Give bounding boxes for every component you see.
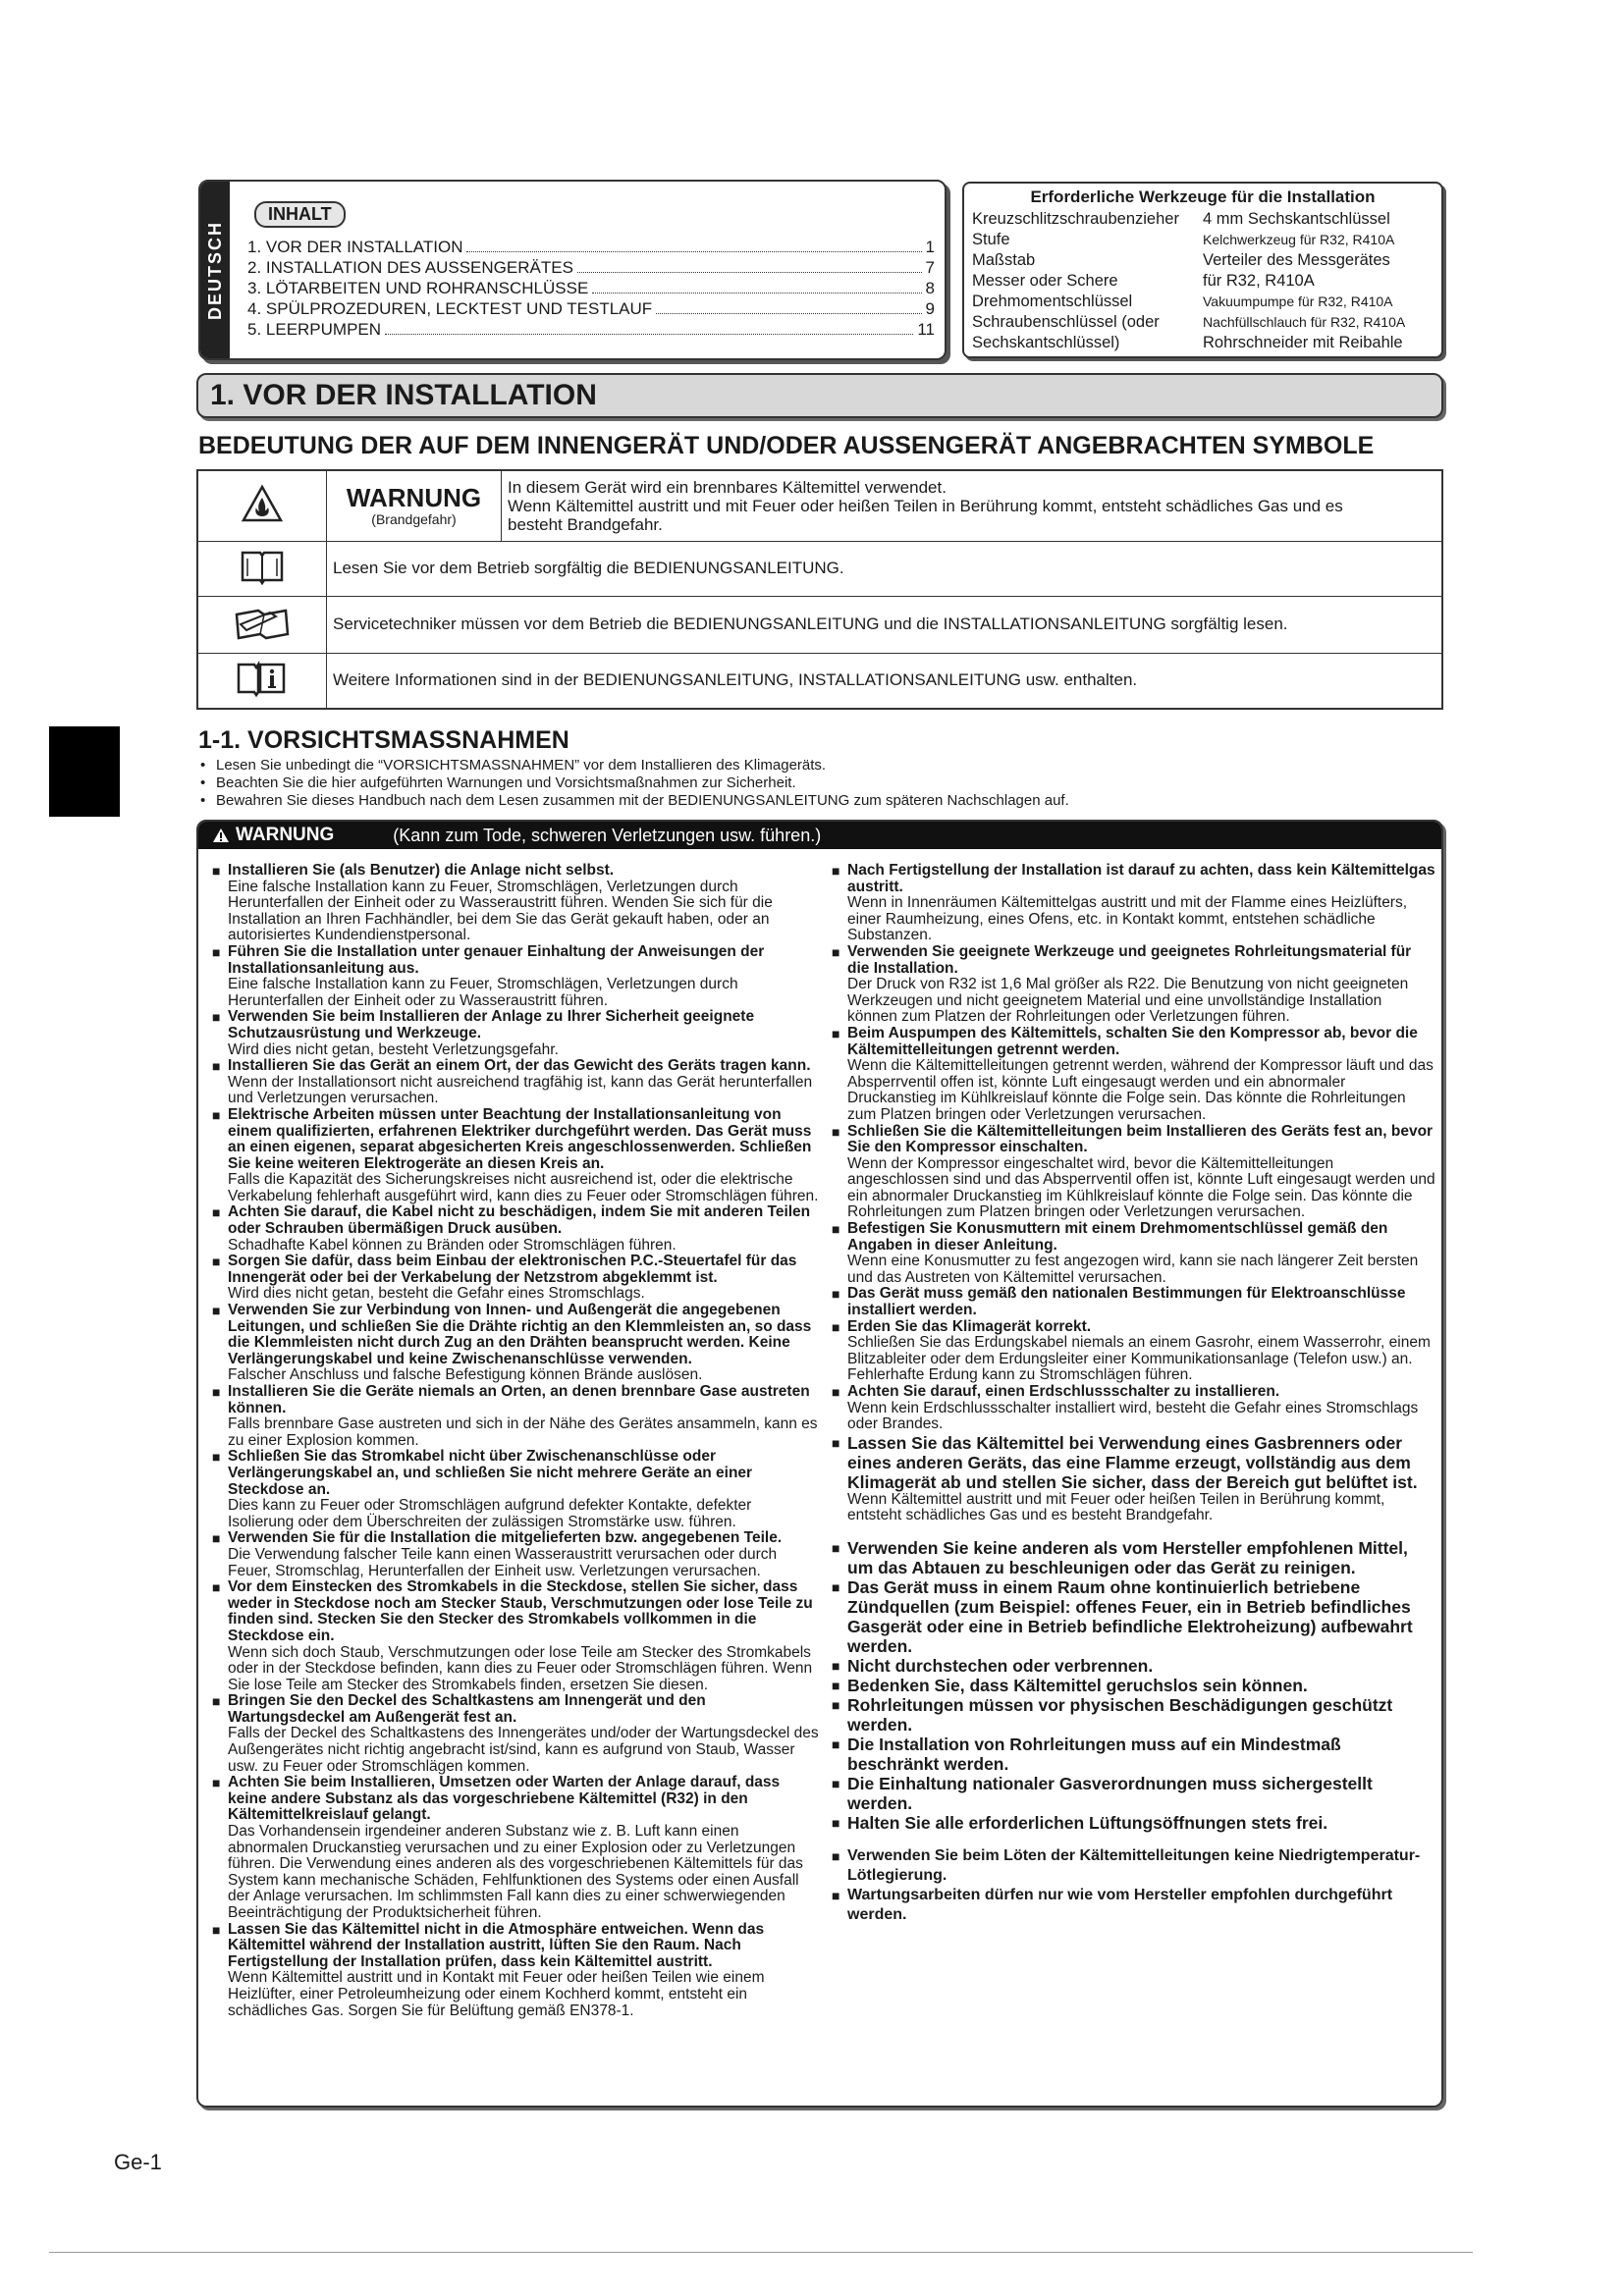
tool-item: Maßstab [972, 251, 1036, 269]
warning-item: ■ Installieren Sie das Gerät an einem Ort, der das Gewicht des Geräts tragen kann. Wenn der Installationsort nicht ausreichend tragfähig ist, kann das Gerät herunterfallen und Verletzungen verursachen. [212, 1058, 821, 1107]
tool-item: Nachfüllschlauch für R32, R410A [1203, 314, 1406, 330]
symbols-heading: BEDEUTUNG DER AUF DEM INNENGERÄT UND/ODER AUSSENGERÄT ANGEBRACHTEN SYMBOLE [198, 432, 1375, 459]
page-marker [49, 726, 120, 817]
warning-item: ■ Bringen Sie den Deckel des Schaltkastens am Innengerät und den Wartungsdeckel am Außengerät fest an. Falls der Deckel des Schaltkastens des Innengerätes und/oder der Wartungsdeckel des Außengerätes nicht richtig angebracht ist/sind, kann es aufgrund von Staub, Wasser usw. zu Feuer oder Stromschlägen kommen. [212, 1693, 821, 1775]
warning-item: ■ Lassen Sie das Kältemittel bei Verwendung eines Gasbrenners oder eines anderen Geräts, das eine Flamme erzeugt, vollständig aus dem Klimagerät ab und stellen Sie sicher, dass der Bereich gut belüftet ist. Wenn Kältemittel austritt und mit Feuer oder heißen Teilen in Berührung kommt, entsteht schädliches Gas und es besteht Brandgefahr. [832, 1433, 1435, 1524]
warning-item: ■ Erden Sie das Klimagerät korrekt. Schließen Sie das Erdungskabel niemals an einem Gasrohr, einem Wasserrohr, einem Blitzableiter oder dem Erdungsleiter einer Kommunikationsanlage (Telefon usw.) an. Fehlerhafte Erdung kann zu Stromschlägen führen. [832, 1319, 1435, 1384]
warning-item: ■ Beim Auspumpen des Kältemittels, schalten Sie den Kompressor ab, bevor die Kältemittelleitungen getrennt werden. Wenn die Kältemittelleitungen getrennt werden, während der Kompressor läuft und das Absperrventil offen ist, könnte Luft eingesaugt werden und ein abnormaler Druckanstieg im Kühlkreislauf könnte die Folge sein. Das könnte die Rohrleitungen zum Platzen bringen oder Verletzungen verursachen. [832, 1026, 1435, 1124]
tool-item: Drehmomentschlüssel [972, 293, 1133, 310]
symbol-row-warning [197, 470, 1442, 541]
warning-item: ■ Nach Fertigstellung der Installation ist darauf zu achten, dass kein Kältemittelgas austritt. Wenn in Innenräumen Kältemittelgas austritt und mit der Flamme eines Heizlüfters, einer Raumheizung, eines Ofens, etc. in Kontakt kommt, entstehen schädliche Substanzen. [832, 863, 1435, 944]
language-tab [200, 182, 230, 358]
warning-item: ■ Schließen Sie das Stromkabel nicht über Zwischenanschlüsse oder Verlängerungskabel an, und schließen Sie nicht mehrere Geräte an einer Steckdose an. Dies kann zu Feuer oder Stromschlägen aufgrund defekter Kontakte, defekter Isolierung oder dem Überschreiten der zulässigen Stromstärke usw. führen. [212, 1449, 821, 1530]
warning-bar [198, 822, 1441, 849]
service-manual-icon [231, 603, 294, 642]
tool-item: Rohrschneider mit Reibahle [1203, 334, 1403, 351]
warning-item: ■ Die Installation von Rohrleitungen muss auf ein Mindestmaß beschränkt werden. [832, 1735, 1435, 1774]
precautions-list [198, 757, 1435, 810]
warning-item: ■ Halten Sie alle erforderlichen Lüftungsöffnungen stets frei. [832, 1813, 1435, 1833]
warning-label-cell [327, 470, 502, 541]
tool-item: 4 mm Sechskantschlüssel [1203, 210, 1390, 228]
tool-item: Kelchwerkzeug für R32, R410A [1203, 232, 1395, 247]
warning-item: ■ Achten Sie darauf, die Kabel nicht zu beschädigen, indem Sie mit anderen Teilen oder Schrauben übermäßigen Druck ausüben. Schadhafte Kabel können zu Bränden oder Stromschlägen führen. [212, 1204, 821, 1254]
precaution-bullet: • Lesen Sie unbedingt die “VORSICHTSMASSNAHMEN” vor dem Installieren des Klimageräts. [198, 757, 1435, 774]
warning-item: ■ Befestigen Sie Konusmuttern mit einem Drehmomentschlüssel gemäß den Angaben in dieser Anleitung. Wenn eine Konusmutter zu fest angezogen wird, kann sie nach längerer Zeit bersten und das Austreten von Kältemittel verursachen. [832, 1221, 1435, 1286]
warning-item: ■ Verwenden Sie für die Installation die mitgelieferten bzw. angegebenen Teile. Die Verwendung falscher Teile kann einen Wasseraustritt verursachen oder durch Feuer, Stromschlag, Herunterfallen der Einheit usw. Verletzungen verursachen. [212, 1530, 821, 1579]
warning-column-right [832, 863, 1435, 1925]
warning-item: ■ Verwenden Sie zur Verbindung von Innen- und Außengerät die angegebenen Leitungen, und schließen Sie die Drähte richtig an den Klemmleisten an, so dass die Klemmleisten nicht durch Zug an den Drähten beansprucht werden. Keine Verlängerungskabel und keine Zwischenanschlüsse verwenden. Falscher Anschluss und falsche Befestigung können Brände auslösen. [212, 1303, 821, 1384]
section-title: 1. VOR DER INSTALLATION [196, 373, 1443, 418]
warning-item: ■ Das Gerät muss in einem Raum ohne kontinuierlich betriebene Zündquellen (zum Beispiel: offenes Feuer, ein in Betrieb befindliches Gasgerät oder eine in Betrieb befindliche Elektroheizung) aufbewahrt werden. [832, 1577, 1435, 1656]
fire-warning-cell [197, 470, 327, 541]
warning-item: ■ Nicht durchstechen oder verbrennen. [832, 1656, 1435, 1676]
tool-item: für R32, R410A [1203, 272, 1315, 290]
contents-item[interactable]: 2. INSTALLATION DES AUSSENGERÄTES 7 [247, 258, 935, 277]
contents-item[interactable]: 5. LEERPUMPEN 11 [247, 320, 935, 339]
symbol-text: Lesen Sie vor dem Betrieb sorgfältig die BEDIENUNGSANLEITUNG. [327, 541, 1443, 596]
contents-item[interactable]: 3. LÖTARBEITEN UND ROHRANSCHLÜSSE 8 [247, 279, 935, 297]
warning-item: ■ Vor dem Einstecken des Stromkabels in die Steckdose, stellen Sie sicher, dass weder in Steckdose noch am Stecker Staub, Verschmutzungen oder lose Teile zu finden sind. Stecken Sie den Stecker des Stromkabels vollkommen in die Steckdose ein. Wenn sich doch Staub, Verschmutzungen oder lose Teile am Stecker des Stromkabels oder in der Steckdose befinden, kann dies zu Feuer oder Stromschlägen führen. Wenn Sie lose Teile am Stecker des Stromkabels finden, ersetzen Sie diesen. [212, 1579, 821, 1693]
tool-item: Kreuzschlitzschraubenzieher [972, 210, 1179, 228]
page-number: Ge-1 [114, 2150, 162, 2174]
precautions-heading: 1-1. VORSICHTSMASSNAHMEN [198, 726, 569, 754]
info-manual-icon [235, 659, 290, 698]
warning-item: ■ Achten Sie darauf, einen Erdschlussschalter zu installieren. Wenn kein Erdschlussschalter installiert wird, besteht die Gefahr eines Stromschlags oder Brandes. [832, 1384, 1435, 1433]
precaution-bullet: • Beachten Sie die hier aufgeführten Warnungen und Vorsichtsmaßnahmen zur Sicherheit. [198, 774, 1435, 792]
warning-bar-label: WARNUNG [236, 825, 335, 845]
warning-item: ■ Lassen Sie das Kältemittel nicht in die Atmosphäre entweichen. Wenn das Kältemittel während der Installation austritt, lüften Sie den Raum. Nach Fertigstellung der Installation prüfen, dass kein Kältemittel austritt. Wenn Kältemittel austritt und in Kontakt mit Feuer oder heißen Teilen wie einem Heizlüfter, einer Petroleumheizung oder einem Kochherd kommt, entsteht ein schädliches Gas. Sorgen Sie für Belüftung gemäß EN378-1. [212, 1922, 821, 2020]
warning-item: ■ Achten Sie beim Installieren, Umsetzen oder Warten der Anlage darauf, dass keine andere Substanz als das vorgeschriebene Kältemittel (R32) in den Kältemittelkreislauf gelangt. Das Vorhandensein irgendeiner anderen Substanz wie z. B. Luft kann einen abnormalen Druckanstieg verursachen und zu einer Explosion oder zu Verletzungen führen. Die Verwendung eines anderen als des vorgeschriebenen Kältemittels für das System kann mechanische Schäden, Fehlfunktionen des Systems oder einen Ausfall der Anlage verursachen. Im schlimmsten Fall kann dies zu einer schwerwiegenden Beeinträchtigung der Produktsicherheit führen. [212, 1775, 821, 1921]
warning-item: ■ Installieren Sie (als Benutzer) die Anlage nicht selbst. Eine falsche Installation kann zu Feuer, Stromschlägen, Verletzungen durch Herunterfallen der Einheit oder zu Wasseraustritt führen. Wenden Sie sich für die Installation an Ihren Fachhändler, bei dem Sie das Gerät gekauft haben, oder an autorisiertes Kundendienstpersonal. [212, 863, 821, 944]
warning-item: ■ Bedenken Sie, dass Kältemittel geruchslos sein können. [832, 1676, 1435, 1695]
book-icon [239, 547, 286, 586]
precaution-bullet: • Bewahren Sie dieses Handbuch nach dem Lesen zusammen mit der BEDIENUNGSANLEITUNG zum späteren Nachschlagen auf. [198, 792, 1435, 810]
tool-item: Stufe [972, 231, 1010, 248]
warning-item: ■ Installieren Sie die Geräte niemals an Orten, an denen brennbare Gase austreten können. Falls brennbare Gase austreten und sich in der Nähe des Gerätes ansammeln, kann es zu einer Explosion kommen. [212, 1384, 821, 1449]
contents-item[interactable]: 4. SPÜLPROZEDUREN, LECKTEST UND TESTLAUF 9 [247, 299, 935, 318]
symbols-table [196, 469, 1443, 710]
tool-item: Schraubenschlüssel (oder [972, 313, 1160, 331]
warning-item: ■ Das Gerät muss gemäß den nationalen Bestimmungen für Elektroanschlüsse installiert werden. [832, 1286, 1435, 1318]
contents-title: INHALT [254, 201, 346, 228]
warning-item: ■ Sorgen Sie dafür, dass beim Einbau der elektronischen P.C.-Steuertafel für das Innengerät oder bei der Verkabelung der Netzstrom abgeklemmt ist. Wird dies nicht getan, besteht die Gefahr eines Stromschlags. [212, 1254, 821, 1303]
tools-title: Erforderliche Werkzeuge für die Installation [1030, 187, 1376, 206]
warning-column-left [212, 863, 821, 2019]
warning-item: ■ Wartungsarbeiten dürfen nur wie vom Hersteller empfohlen durchgeführt werden. [832, 1886, 1435, 1925]
symbol-text: Servicetechniker müssen vor dem Betrieb die BEDIENUNGSANLEITUNG und die INSTALLATIONSANLEITUNG sorgfältig lesen. [327, 596, 1443, 653]
tool-item: Messer oder Schere [972, 272, 1118, 290]
symbol-row-info [197, 653, 1442, 709]
contents-list [247, 237, 935, 340]
warning-item: ■ Verwenden Sie beim Löten der Kältemittelleitungen keine Niedrigtemperatur-Lötlegierung. [832, 1846, 1435, 1886]
tools-list [972, 209, 1434, 353]
warning-sublabel: (Brandgefahr) [371, 511, 457, 528]
warning-item: ■ Schließen Sie die Kältemittelleitungen beim Installieren des Geräts fest an, bevor Sie den Kompressor einschalten. Wenn der Kompressor eingeschaltet wird, bevor die Kältemittelleitungen angeschlossen sind und das Absperrventil offen ist, könnte Luft eingesaugt werden und ein abnormaler Druckanstieg im Kühlkreislauf könnte die Folge sein. Das könnte die Rohrleitungen zum Platzen bringen oder Verletzungen verursachen. [832, 1124, 1435, 1222]
warning-item: ■ Verwenden Sie beim Installieren der Anlage zu Ihrer Sicherheit geeignete Schutzausrüstung und Werkzeuge. Wird dies nicht getan, besteht Verletzungsgefahr. [212, 1009, 821, 1058]
symbol-row-service [197, 596, 1442, 653]
warning-item: ■ Verwenden Sie keine anderen als vom Hersteller empfohlenen Mittel, um das Abtauen zu beschleunigen oder das Gerät zu reinigen. [832, 1538, 1435, 1577]
fire-warning-icon [241, 484, 284, 523]
warning-item: ■ Rohrleitungen müssen vor physischen Beschädigungen geschützt werden. [832, 1695, 1435, 1735]
warning-triangle-icon [212, 828, 230, 843]
tools-box [962, 182, 1443, 358]
contents-box [198, 180, 947, 360]
warning-item: ■ Die Einhaltung nationaler Gasverordnungen muss sichergestellt werden. [832, 1774, 1435, 1813]
tool-item: Vakuumpumpe für R32, R410A [1203, 294, 1393, 309]
tool-item: Verteiler des Messgerätes [1203, 251, 1390, 269]
warning-description: In diesem Gerät wird ein brennbares Kältemittel verwendet. Wenn Kältemittel austritt und mit Feuer oder heißen Teilen in Berührung kommt, entsteht schädliches Gas und es besteht Brandgefahr. [502, 470, 1443, 541]
warning-label: WARNUNG [346, 483, 482, 513]
symbol-row-manual [197, 541, 1442, 596]
warning-item: ■ Führen Sie die Installation unter genauer Einhaltung der Anweisungen der Installationsanleitung aus. Eine falsche Installation kann zu Feuer, Stromschlägen, Verletzungen durch Herunterfallen der Einheit oder zu Wasseraustritt führen. [212, 944, 821, 1009]
contents-item[interactable]: 1. VOR DER INSTALLATION 1 [247, 238, 935, 256]
warning-box [196, 820, 1443, 2108]
warning-bar-subtitle: (Kann zum Tode, schweren Verletzungen usw. führen.) [393, 825, 822, 845]
symbol-text: Weitere Informationen sind in der BEDIENUNGSANLEITUNG, INSTALLATIONSANLEITUNG usw. enthalten. [327, 653, 1443, 709]
tool-item: Sechskantschlüssel) [972, 334, 1120, 351]
warning-item: ■ Verwenden Sie geeignete Werkzeuge und geeignetes Rohrleitungsmaterial für die Installation. Der Druck von R32 ist 1,6 Mal größer als R22. Die Benutzung von nicht geeigneten Werkzeugen und nicht geeignetem Material und eine unvollständige Installation können zum Platzen der Rohrleitungen oder Verletzungen führen. [832, 944, 1435, 1026]
bottom-rule [49, 2252, 1473, 2253]
warning-item: ■ Elektrische Arbeiten müssen unter Beachtung der Installationsanleitung von einem qualifizierten, erfahrenen Elektriker durchgeführt werden. Das Gerät muss an einen eigenen, separat abgesicherten Kreis angeschlossenwerden. Schließen Sie keine weiteren Elektrogeräte an diesen Kreis an. Falls die Kapazität des Sicherungskreises nicht ausreichend ist, oder die elektrische Verkabelung fehlerhaft ausgeführt wird, kann dies zu Feuer oder Stromschlägen führen. [212, 1107, 821, 1205]
language-label: DEUTSCH [204, 220, 225, 320]
